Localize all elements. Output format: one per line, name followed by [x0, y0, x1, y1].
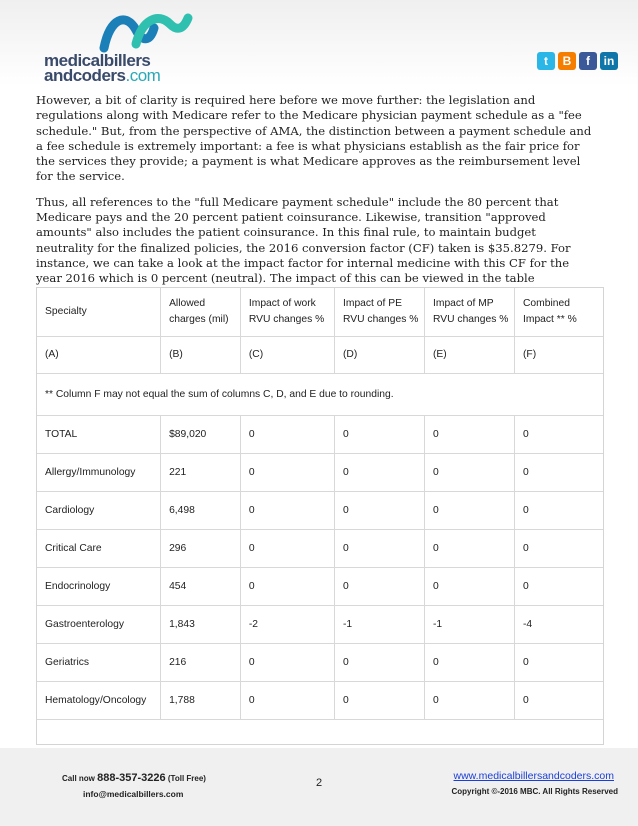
header-specialty: Specialty [37, 288, 161, 337]
cell-specialty: Endocrinology [37, 568, 161, 606]
cell-allowed-charges: 454 [161, 568, 241, 606]
cell-mp-rvu: 0 [425, 454, 515, 492]
cell-allowed-charges: $89,020 [161, 416, 241, 454]
cell-specialty: Hematology/Oncology [37, 682, 161, 720]
cell-mp-rvu: 0 [425, 416, 515, 454]
article-body [36, 93, 592, 312]
cell-work-rvu: 0 [241, 416, 335, 454]
header-work-rvu: Impact of work RVU changes % [241, 288, 335, 337]
header-mp-rvu: Impact of MP RVU changes % [425, 288, 515, 337]
facebook-icon[interactable]: f [579, 52, 597, 70]
table-row [37, 568, 603, 606]
cell-work-rvu: -2 [241, 606, 335, 644]
brand-name-line1: medicalbillers [44, 51, 151, 70]
brand-name-line2 [44, 66, 160, 86]
cell-combined: 0 [515, 682, 603, 720]
twitter-icon[interactable]: t [537, 52, 555, 70]
cell-work-rvu: 0 [241, 530, 335, 568]
cell-allowed-charges: 221 [161, 454, 241, 492]
cell-combined: 0 [515, 416, 603, 454]
cell-pe-rvu: 0 [335, 492, 425, 530]
paragraph-conversion-factor: Thus, all references to the "full Medicare payment schedule" include the 80 percent that Medicare pays and the 20 percent patient coinsurance. Likewise, transition "approved amounts" also includes the patient coinsurance. In this final rule, to maintain budget neutrality for the finalized policies, the 2016 conversion factor (CF) taken is $35.8279. For instance, we can take a look at the impact factor for internal medicine with this CF for the year 2016 which is 0 percent (neutral). The impact of this can be viewed in the table [36, 194, 571, 286]
table-header-row [37, 288, 603, 337]
social-icons [537, 52, 618, 72]
cell-specialty: Allergy/Immunology [37, 454, 161, 492]
header-combined-impact: Combined Impact ** % [515, 288, 603, 337]
cell-combined: 0 [515, 454, 603, 492]
brand-name-suffix: .com [125, 66, 161, 85]
header-pe-rvu: Impact of PE RVU changes % [335, 288, 425, 337]
rounding-note: ** Column F may not equal the sum of columns C, D, and E due to rounding. [37, 374, 603, 416]
table-row [37, 530, 603, 568]
table-row [37, 606, 603, 644]
column-letter: (F) [515, 337, 603, 374]
brand-name-main: andcoders [44, 66, 126, 85]
impact-table [37, 288, 603, 720]
cell-combined: 0 [515, 530, 603, 568]
cell-specialty: Cardiology [37, 492, 161, 530]
page-number: 2 [316, 777, 323, 789]
cell-specialty: TOTAL [37, 416, 161, 454]
paragraph-fee-schedule: However, a bit of clarity is required here before we move further: the legislation and regulations along with Medicare refer to the Medicare physician payment schedule as a "fee schedule." But, from the perspective of AMA, the distinction between a payment schedule and a fee schedule is extremely important: a fee is what physicians establish as the fair price for the services they provide; a payment is what Medicare approves as the reimbursement level for the service. [36, 93, 592, 184]
cell-pe-rvu: 0 [335, 416, 425, 454]
column-letter: (E) [425, 337, 515, 374]
brand-logo[interactable] [36, 8, 236, 83]
call-prefix: Call now [62, 774, 95, 783]
copyright-notice: Copyright ©-2016 MBC. All Rights Reserved [451, 787, 618, 796]
cell-allowed-charges: 1,788 [161, 682, 241, 720]
logo-mark-icon [96, 8, 196, 54]
footer-email[interactable]: info@medicalbillers.com [83, 789, 184, 799]
cell-mp-rvu: 0 [425, 644, 515, 682]
cell-specialty: Gastroenterology [37, 606, 161, 644]
column-letter: (C) [241, 337, 335, 374]
table-note-row [37, 374, 603, 416]
cell-pe-rvu: 0 [335, 682, 425, 720]
cell-mp-rvu: 0 [425, 682, 515, 720]
blogger-icon[interactable]: B [558, 52, 576, 70]
table-row [37, 454, 603, 492]
cell-combined: 0 [515, 492, 603, 530]
table-column-letters-row [37, 337, 603, 374]
column-letter: (D) [335, 337, 425, 374]
cell-allowed-charges: 296 [161, 530, 241, 568]
cell-work-rvu: 0 [241, 492, 335, 530]
table-row [37, 644, 603, 682]
cell-combined: -4 [515, 606, 603, 644]
cell-work-rvu: 0 [241, 454, 335, 492]
website-link[interactable]: www.medicalbillersandcoders.com [453, 770, 614, 782]
cell-pe-rvu: 0 [335, 568, 425, 606]
cell-combined: 0 [515, 568, 603, 606]
cell-mp-rvu: 0 [425, 568, 515, 606]
column-letter: (B) [161, 337, 241, 374]
cell-specialty: Critical Care [37, 530, 161, 568]
table-row [37, 682, 603, 720]
cell-pe-rvu: -1 [335, 606, 425, 644]
cell-allowed-charges: 216 [161, 644, 241, 682]
cell-allowed-charges: 6,498 [161, 492, 241, 530]
toll-free-label: (Toll Free) [167, 774, 206, 783]
call-now [62, 772, 206, 784]
cell-mp-rvu: 0 [425, 530, 515, 568]
cell-specialty: Geriatrics [37, 644, 161, 682]
cell-mp-rvu: 0 [425, 492, 515, 530]
linkedin-icon[interactable]: in [600, 52, 618, 70]
impact-table-container [36, 287, 604, 745]
cell-pe-rvu: 0 [335, 644, 425, 682]
column-letter: (A) [37, 337, 161, 374]
cell-pe-rvu: 0 [335, 530, 425, 568]
phone-number[interactable]: 888-357-3226 [97, 772, 166, 784]
cell-mp-rvu: -1 [425, 606, 515, 644]
header-allowed-charges: Allowed charges (mil) [161, 288, 241, 337]
cell-allowed-charges: 1,843 [161, 606, 241, 644]
cell-pe-rvu: 0 [335, 454, 425, 492]
table-row [37, 416, 603, 454]
table-row [37, 492, 603, 530]
cell-work-rvu: 0 [241, 568, 335, 606]
cell-work-rvu: 0 [241, 682, 335, 720]
cell-combined: 0 [515, 644, 603, 682]
cell-work-rvu: 0 [241, 644, 335, 682]
